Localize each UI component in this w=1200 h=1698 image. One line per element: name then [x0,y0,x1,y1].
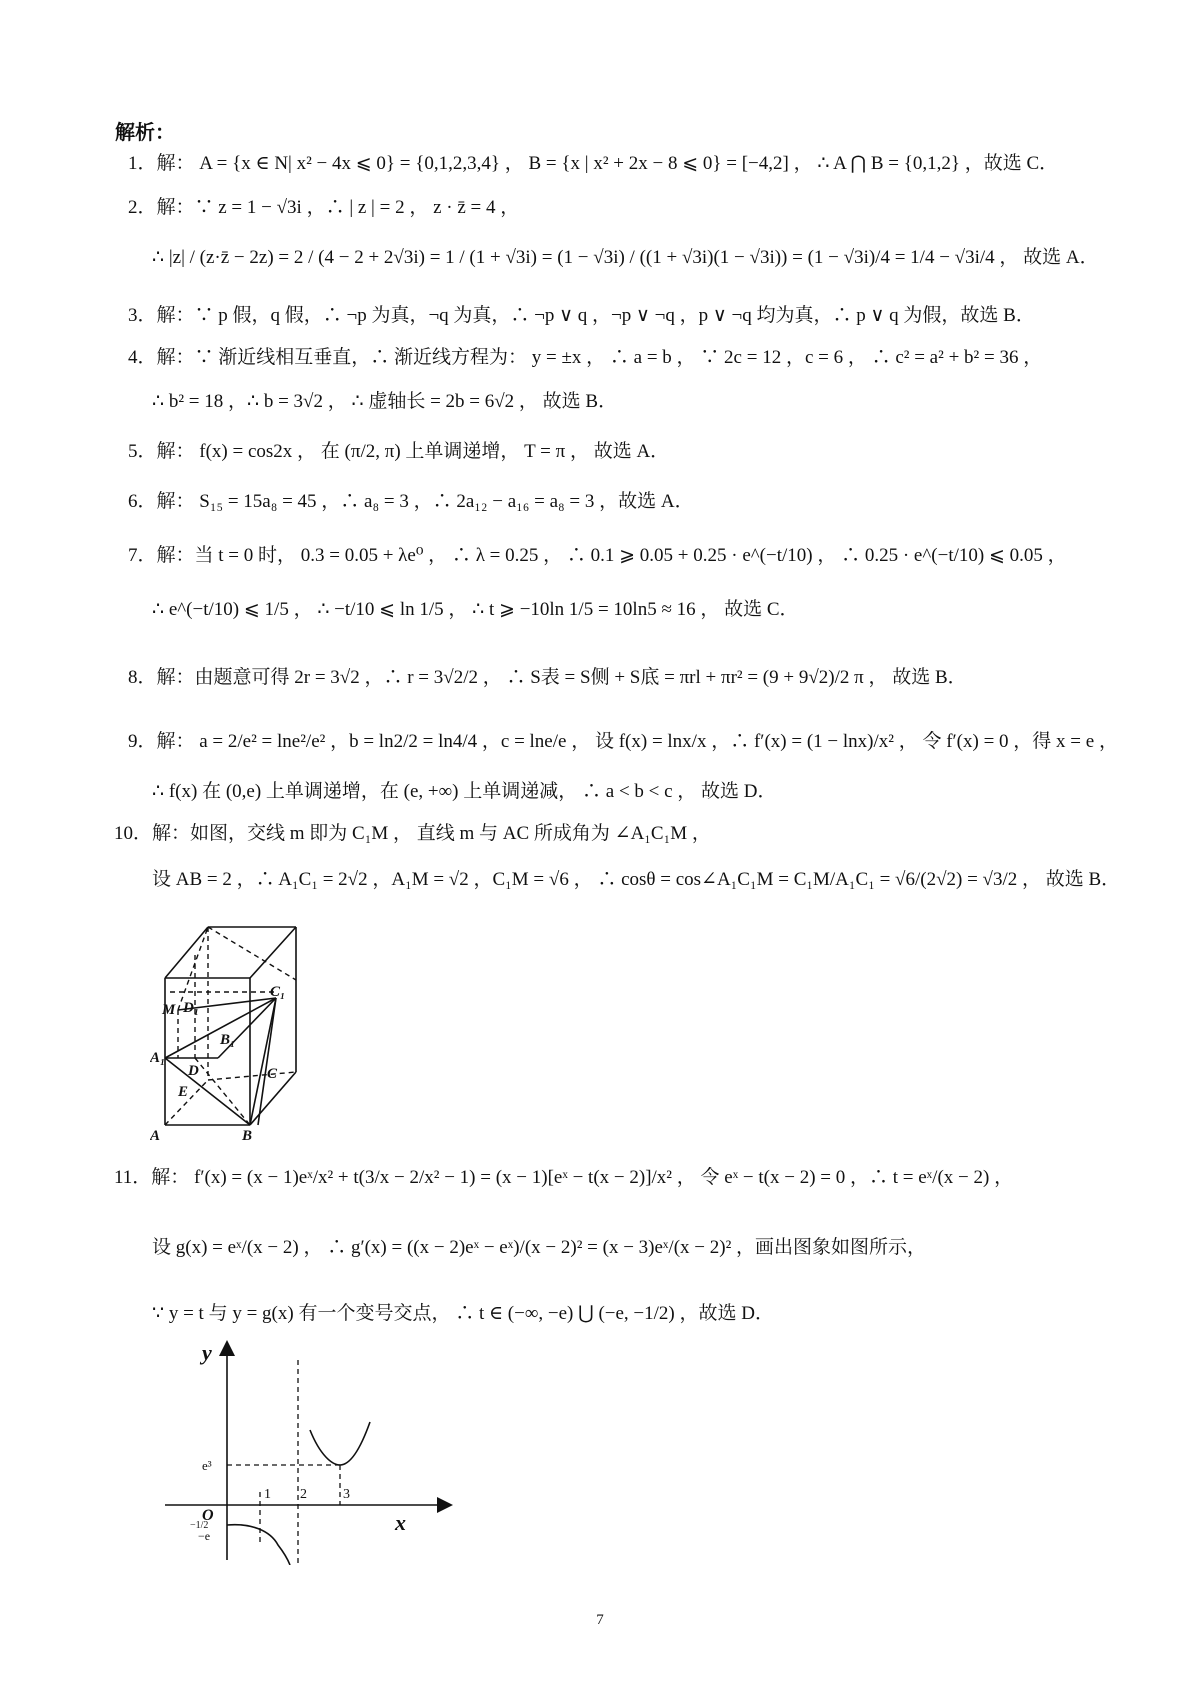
prism-edge [165,927,208,978]
solution-line-q3: 3．解：∵ p 假，q 假，∴ ¬p 为真，¬q 为真，∴ ¬p ∨ q ，¬p ∨ ¬q ，p ∨ ¬q 均为真，∴ p ∨ q 为假，故选 B． [128,305,1035,326]
curve-left-branch [227,1525,290,1565]
label-C: C [267,1066,278,1082]
prism-edge [250,998,276,1125]
label-A1: A₁ [150,1050,166,1066]
label-A: A [150,1128,161,1144]
label-C1: C₁ [270,984,286,1000]
label-D1: D₁ [183,1000,200,1016]
solution-line-q7b: ∴ e^(−t/10) ⩽ 1/5 ， ∴ −t/10 ⩽ ln 1/5 ， ∴ t ⩾ −10ln 1/5 = 10ln5 ≈ 16 ， 故选 C． [152,599,799,620]
prism-hidden-edge [208,1072,296,1080]
origin-label: O [202,1507,214,1524]
tick-label-1: 1 [264,1487,271,1502]
axis-label-y: y [202,1340,212,1365]
label-B: B [242,1128,253,1144]
solution-line-q7a: 7．解：当 t = 0 时， 0.3 = 0.05 + λe⁰ ， ∴ λ = 0.25 ， ∴ 0.1 ⩾ 0.05 + 0.25 · e^(−t/10) ， ∴ 0.25 · e^(−t/10) ⩽ 0.05 ， [128,545,1067,566]
label-D: D [188,1063,199,1079]
prism-hidden-edge [195,1058,250,1125]
solution-line-q1: 1．解： A = {x ∈ N| x² − 4x ⩽ 0} = {0,1,2,3,4} ， B = {x | x² + 2x − 8 ⩽ 0} = [−4,2] ， ∴ A ⋂ B = {0,1,2} ，故选 C． [128,153,1059,174]
tick-label-neg-e: −e [198,1529,211,1543]
tick-label-e3: e³ [202,1458,212,1473]
page-number: 7 [596,1612,604,1628]
function-graph [160,1340,460,1565]
solution-line-q9b: ∴ f(x) 在 (0,e) 上单调递增，在 (e, +∞) 上单调递减， ∴ a < b < c ， 故选 D． [152,781,777,802]
curve-right-branch [310,1422,370,1465]
prism-edge [250,927,296,978]
prism-hidden-edge [178,927,208,1010]
tick-label-2: 2 [300,1487,307,1502]
label-M: M [162,1002,176,1018]
solution-line-q10a: 10．解：如图，交线 m 即为 C₁M ， 直线 m 与 AC 所成角为 ∠A₁C₁M ， [114,823,711,844]
prism-hidden-edge [208,927,296,980]
solution-line-q2a: 2．解：∵ z = 1 − √3i ，∴ | z | = 2 ， z · z̄ = 4 ， [128,197,520,218]
axis-label-x: x [395,1510,406,1535]
solution-line-q9a: 9．解： a = 2/e² = lne²/e² ，b = ln2/2 = ln4/4 ，c = lne/e ， 设 f(x) = lnx/x ，∴ f′(x) = (1 − lnx)/x² ， 令 f′(x) = 0 ，得 x = e ， [128,731,1118,752]
solution-line-q11b: 设 g(x) = eˣ/(x − 2) ， ∴ g′(x) = ((x − 2)eˣ − eˣ)/(x − 2)² = (x − 3)eˣ/(x − 2)² ，画出图象如图所示， [152,1237,927,1258]
solution-line-q4b: ∴ b² = 18 ，∴ b = 3√2 ， ∴ 虚轴长 = 2b = 6√2 ， 故选 B． [152,391,618,412]
label-B1: B₁ [220,1032,236,1048]
prism-edge [218,998,276,1058]
solution-line-q2b: ∴ |z| / (z·z̄ − 2z) = 2 / (4 − 2 + 2√3i) = 1 / (1 + √3i) = (1 − √3i) / ((1 + √3i)(1 − √3i)) = (1 − √3i)/4 = 1/4 − √3i/4 ， 故选 A． [152,247,1099,268]
solution-line-q8: 8．解：由题意可得 2r = 3√2 ，∴ r = 3√2/2 ， ∴ S表 = S侧 + S底 = πrl + πr² = (9 + 9√2)/2 π ， 故选 B． [128,667,967,688]
prism-figure [150,920,340,1145]
solution-line-q6: 6．解： S₁₅ = 15a₈ = 45 ，∴ a₈ = 3 ，∴ 2a₁₂ − a₁₆ = a₈ = 3 ，故选 A． [128,491,694,512]
prism-edge [165,998,276,1058]
solution-line-q11c: ∵ y = t 与 y = g(x) 有一个变号交点， ∴ t ∈ (−∞, −e) ⋃ (−e, −1/2) ，故选 D． [152,1303,774,1324]
solution-line-q10b: 设 AB = 2 ，∴ A₁C₁ = 2√2 ，A₁M = √2 ，C₁M = √6 ， ∴ cosθ = cos∠A₁C₁M = C₁M/A₁C₁ = √6/(2√2) = √3/2 ， 故选 B． [152,869,1121,890]
tick-label-neg-half: −1/2 [190,1520,209,1531]
tick-label-3: 3 [343,1487,350,1502]
label-E: E [178,1084,189,1100]
solution-line-q11a: 11．解： f′(x) = (x − 1)eˣ/x² + t(3/x − 2/x² − 1) = (x − 1)[eˣ − t(x − 2)]/x² ， 令 eˣ − t(x − 2) = 0 ，∴ t = eˣ/(x − 2) ， [114,1167,1014,1188]
solution-line-q4a: 4．解：∵ 渐近线相互垂直，∴ 渐近线方程为： y = ±x ， ∴ a = b ， ∵ 2c = 12 ，c = 6 ， ∴ c² = a² + b² = 36 ， [128,347,1043,368]
solution-line-q5: 5．解： f(x) = cos2x ， 在 (π/2, π) 上单调递增， T = π ， 故选 A． [128,441,670,462]
section-heading: 解析： [115,120,175,144]
